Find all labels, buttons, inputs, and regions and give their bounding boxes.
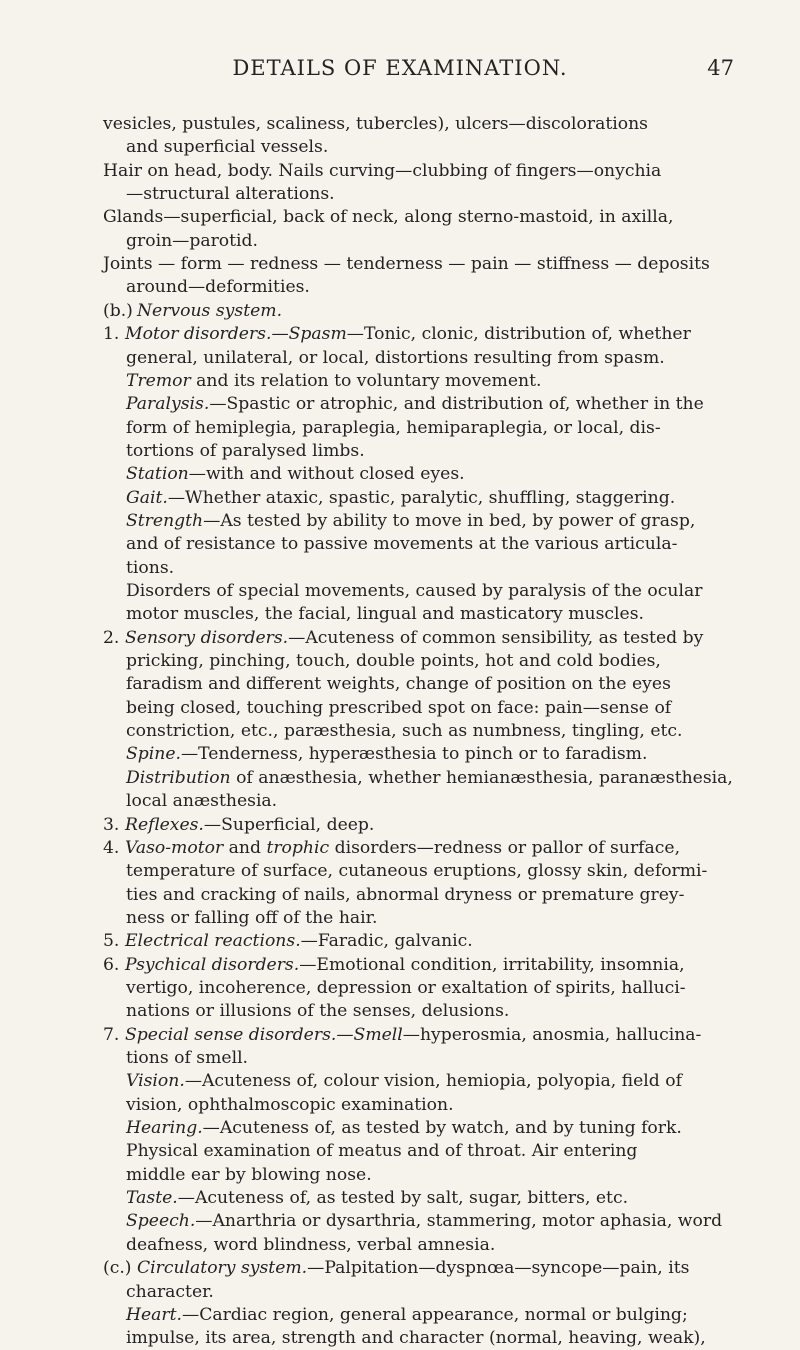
text-line xyxy=(126,1139,637,1163)
line-text: ties and cracking of nails, abnormal dryness or premature grey- xyxy=(126,884,685,905)
text-line xyxy=(126,999,509,1023)
line-text: nations or illusions of the senses, delusions. xyxy=(126,1001,510,1022)
line-text: of anæsthesia, whether hemianæsthesia, paranæsthesia, xyxy=(230,767,733,788)
text-line xyxy=(126,1233,495,1257)
text-line xyxy=(126,859,707,883)
line-text: disorders—redness or pallor of surface, xyxy=(329,837,681,858)
italic-term: Vaso-motor xyxy=(125,837,224,858)
italic-term: Gait. xyxy=(126,487,168,508)
line-text: Glands—superficial, back of neck, along sterno-mastoid, in axilla, xyxy=(103,207,674,228)
line-text: temperature of surface, cutaneous eruptions, glossy skin, deformi- xyxy=(126,861,708,882)
line-text: —structural alterations. xyxy=(126,184,335,205)
line-text: groin—parotid. xyxy=(126,230,259,251)
text-line xyxy=(126,1186,628,1210)
text-line xyxy=(103,953,685,977)
italic-term: Distribution xyxy=(126,767,231,788)
line-text: motor muscles, the facial, lingual and masticatory muscles. xyxy=(126,604,644,625)
text-line xyxy=(126,392,704,416)
text-line xyxy=(126,532,677,556)
text-line xyxy=(103,159,661,183)
text-line xyxy=(126,579,702,603)
italic-term: Strength xyxy=(126,510,204,531)
line-text: —with and without closed eyes. xyxy=(188,464,465,485)
italic-term: Spine. xyxy=(126,744,181,765)
line-text: —Acuteness of, colour vision, hemiopia, polyopia, field of xyxy=(184,1071,682,1092)
section-label: (c.) xyxy=(103,1258,132,1279)
text-line xyxy=(126,1116,682,1140)
item-number: 3. xyxy=(103,814,120,835)
italic-term: Special sense disorders.—Smell xyxy=(125,1024,403,1045)
line-text: —Superficial, deep. xyxy=(203,814,375,835)
line-text: —Emotional condition, irritability, insomnia, xyxy=(299,954,685,975)
italic-term: Hearing. xyxy=(126,1118,203,1139)
text-line xyxy=(126,906,377,930)
text-line xyxy=(103,322,691,346)
italic-term: Tremor xyxy=(126,370,191,391)
line-text: middle ear by blowing nose. xyxy=(126,1164,372,1185)
italic-term: Reflexes. xyxy=(125,814,204,835)
text-line xyxy=(126,1046,248,1070)
line-text: Disorders of special movements, caused by paralysis of the ocular xyxy=(126,581,703,601)
text-line xyxy=(126,1209,722,1233)
text-line xyxy=(126,602,644,626)
line-text: vertigo, incoherence, depression or exaltation of spirits, halluci- xyxy=(126,977,686,998)
line-text: —Acuteness of, as tested by watch, and by tuning fork. xyxy=(202,1118,682,1139)
italic-term: Motor disorders.—Spasm xyxy=(125,324,347,345)
italic-term: Electrical reactions. xyxy=(125,931,301,952)
line-text: vision, ophthalmoscopic examination. xyxy=(126,1094,454,1115)
text-line xyxy=(126,275,310,299)
text-line xyxy=(126,135,328,159)
line-text: —Tonic, clonic, distribution of, whether xyxy=(346,324,691,345)
text-line xyxy=(126,182,335,206)
line-text: and superficial vessels. xyxy=(126,137,329,158)
text-line xyxy=(126,556,174,580)
italic-term: Heart. xyxy=(126,1304,182,1325)
text-line xyxy=(103,626,703,650)
line-text: —Acuteness of, as tested by salt, sugar, bitters, etc. xyxy=(177,1188,629,1209)
italic-term: Station xyxy=(126,464,189,485)
italic-term: Paralysis. xyxy=(126,394,210,415)
italic-term: Speech. xyxy=(126,1211,196,1232)
text-line xyxy=(126,766,733,790)
line-text: tions of smell. xyxy=(126,1048,249,1068)
text-line xyxy=(126,742,647,766)
text-line xyxy=(126,346,665,370)
text-line xyxy=(103,112,648,136)
item-number: 2. xyxy=(103,627,120,648)
line-text: around—deformities. xyxy=(126,277,310,298)
line-text: vesicles, pustules, scaliness, tubercles), ulcers—discolorations xyxy=(103,114,648,134)
text-line xyxy=(126,369,541,393)
text-line xyxy=(103,252,710,276)
line-text: —Palpitation—dyspnœa—syncope—pain, its xyxy=(307,1258,690,1279)
italic-term: Psychical disorders. xyxy=(125,954,300,975)
line-text: ness or falling off of the hair. xyxy=(126,907,378,928)
line-text: —Cardiac region, general appearance, normal or bulging; xyxy=(182,1304,688,1325)
italic-term: Circulatory system. xyxy=(137,1258,308,1279)
line-text: Physical examination of meatus and of throat. Air entering xyxy=(126,1141,638,1162)
line-text: —hyperosmia, anosmia, hallucina- xyxy=(402,1024,702,1045)
text-line xyxy=(126,976,686,1000)
line-text: —Tenderness, hyperæsthesia to pinch or to faradism. xyxy=(180,744,648,765)
page-header xyxy=(0,56,800,86)
line-text: general, unilateral, or local, distortions resulting from spasm. xyxy=(126,347,665,368)
line-text: constriction, etc., paræsthesia, such as numbness, tingling, etc. xyxy=(126,721,683,742)
line-text: deafness, word blindness, verbal amnesia. xyxy=(126,1234,496,1255)
text-line xyxy=(126,1303,688,1327)
line-text: tions. xyxy=(126,557,175,578)
line-text: —Faradic, galvanic. xyxy=(300,931,473,952)
item-number: 4. xyxy=(103,837,120,858)
text-line xyxy=(126,1093,454,1117)
line-text: faradism and different weights, change of position on the eyes xyxy=(126,674,671,695)
text-line xyxy=(103,929,473,953)
text-line xyxy=(103,1256,689,1280)
line-text: tortions of paralysed limbs. xyxy=(126,440,365,461)
text-line xyxy=(126,416,661,440)
line-text: form of hemiplegia, paraplegia, hemiparaplegia, or local, dis- xyxy=(126,417,661,438)
line-text: —As tested by ability to move in bed, by power of grasp, xyxy=(203,510,696,531)
line-text: Joints — form — redness — tenderness — pain — stiffness — deposits xyxy=(103,254,710,275)
text-line xyxy=(126,1326,706,1350)
text-line xyxy=(126,649,661,673)
text-line xyxy=(103,1023,701,1047)
line-text: and of resistance to passive movements at the various articula- xyxy=(126,534,678,555)
item-number: 1. xyxy=(103,324,120,345)
item-number: 7. xyxy=(103,1024,120,1045)
text-line xyxy=(126,486,675,510)
text-line xyxy=(126,462,465,486)
text-line xyxy=(126,696,671,720)
line-text: —Acuteness of common sensibility, as tested by xyxy=(288,627,704,648)
italic-term: Vision. xyxy=(126,1071,185,1092)
text-line xyxy=(103,299,282,323)
line-text: —Spastic or atrophic, and distribution of, whether in the xyxy=(209,394,704,415)
line-text: pricking, pinching, touch, double points, hot and cold bodies, xyxy=(126,651,661,672)
text-line xyxy=(103,205,673,229)
line-text: impulse, its area, strength and character (normal, heaving, weak), xyxy=(126,1328,706,1349)
text-line xyxy=(126,719,683,743)
italic-term: Taste. xyxy=(126,1188,178,1209)
text-line xyxy=(126,1069,682,1093)
text-line xyxy=(103,813,374,837)
page-number: 47 xyxy=(707,56,734,80)
line-text: and xyxy=(223,837,267,858)
text-line xyxy=(126,789,277,813)
line-text: being closed, touching prescribed spot on face: pain—sense of xyxy=(126,697,672,718)
section-label: (b.) xyxy=(103,300,133,321)
line-text: Hair on head, body. Nails curving—clubbing of fingers—onychia xyxy=(103,160,662,181)
text-line xyxy=(126,1280,214,1304)
line-text: and its relation to voluntary movement. xyxy=(190,370,542,391)
text-line xyxy=(126,229,258,253)
text-line xyxy=(126,509,695,533)
item-number: 6. xyxy=(103,954,120,975)
text-line xyxy=(126,883,684,907)
text-line xyxy=(126,1163,372,1187)
item-number: 5. xyxy=(103,931,120,952)
italic-term: Nervous system. xyxy=(137,300,283,321)
text-line xyxy=(126,439,365,463)
line-text: —Whether ataxic, spastic, paralytic, shuffling, staggering. xyxy=(167,487,676,508)
italic-term: Sensory disorders. xyxy=(125,627,289,648)
text-line xyxy=(103,836,680,860)
text-line xyxy=(126,672,671,696)
italic-term: trophic xyxy=(266,837,330,858)
line-text: local anæsthesia. xyxy=(126,791,278,812)
line-text: —Anarthria or dysarthria, stammering, motor aphasia, word xyxy=(195,1211,723,1232)
running-head: DETAILS OF EXAMINATION. xyxy=(232,56,568,80)
line-text: character. xyxy=(126,1281,214,1302)
